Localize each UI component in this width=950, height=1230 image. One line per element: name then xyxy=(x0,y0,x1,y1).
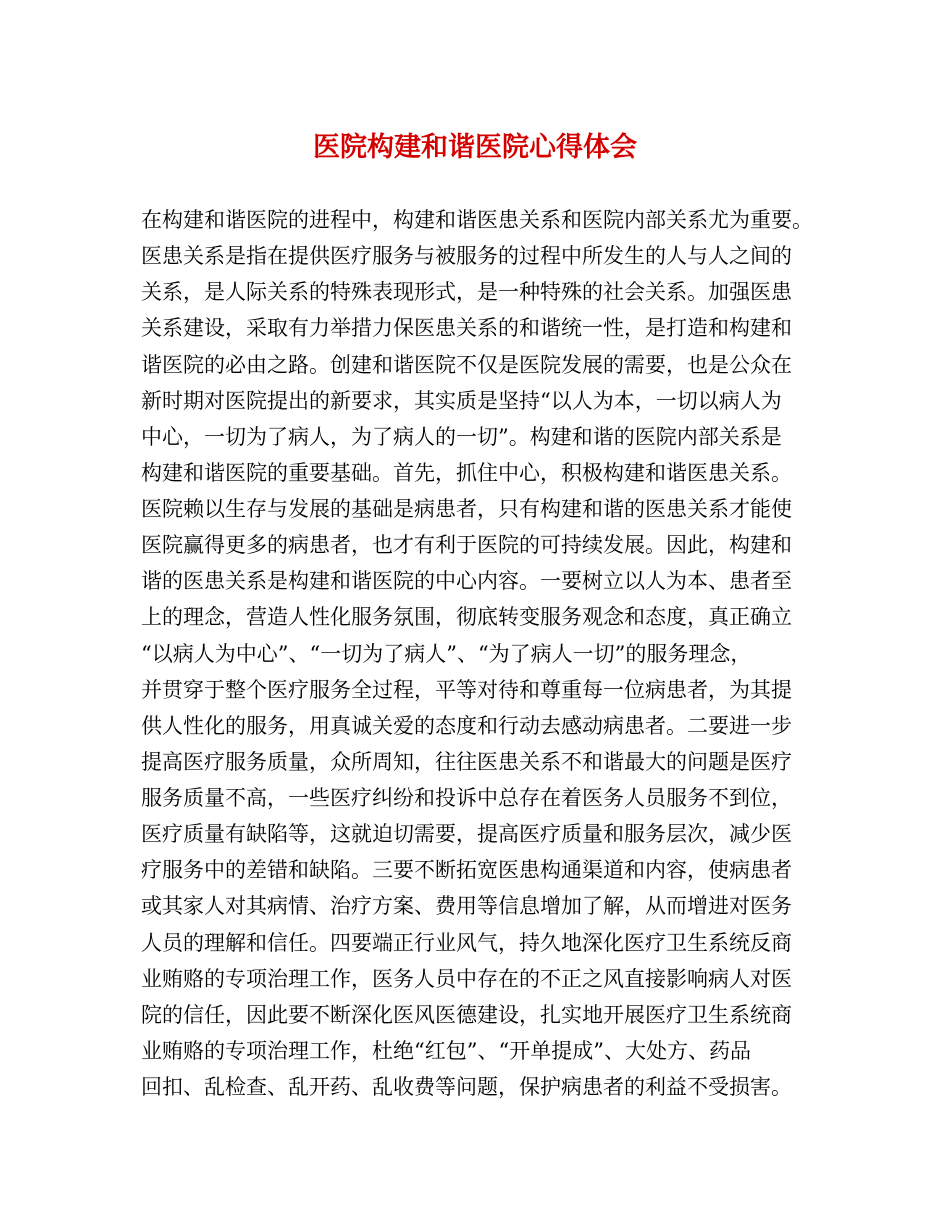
body-line: 提高医疗服务质量，众所周知，往往医患关系不和谐最大的问题是医疗 xyxy=(141,749,792,774)
body-line: 上的理念，营造人性化服务氛围，彻底转变服务观念和态度，真正确立 xyxy=(141,605,792,630)
body-line: 服务质量不高，一些医疗纠纷和投诉中总存在着医务人员服务不到位， xyxy=(141,786,792,810)
body-line: 谐的医患关系是构建和谐医院的中心内容。一要树立以人为本、患者至 xyxy=(141,569,792,594)
body-line: 医疗质量有缺陷等，这就迫切需要，提高医疗质量和服务层次，减少医 xyxy=(141,822,792,847)
document-body xyxy=(141,202,821,1105)
body-line: 院的信任，因此要不断深化医风医德建设，扎实地开展医疗卫生系统商 xyxy=(141,1002,792,1027)
body-line: 中心，一切为了病人，为了病人的一切”。构建和谐的医院内部关系是 xyxy=(141,424,782,449)
body-line: 关系建设，采取有力举措力保医患关系的和谐统一性，是打造和构建和 xyxy=(141,316,792,341)
body-line: 关系，是人际关系的特殊表现形式，是一种特殊的社会关系。加强医患 xyxy=(141,280,792,305)
body-line: 构建和谐医院的重要基础。首先，抓住中心，积极构建和谐医患关系。 xyxy=(141,460,792,485)
body-line: 在构建和谐医院的进程中，构建和谐医患关系和医院内部关系尤为重要。 xyxy=(141,208,813,232)
body-line: 谐医院的必由之路。创建和谐医院不仅是医院发展的需要，也是公众在 xyxy=(141,352,792,377)
body-line: 医院赖以生存与发展的基础是病患者，只有构建和谐的医患关系才能使 xyxy=(141,497,792,521)
body-line: 医患关系是指在提供医疗服务与被服务的过程中所发生的人与人之间的 xyxy=(141,244,792,269)
body-line: 疗服务中的差错和缺陷。三要不断拓宽医患构通渠道和内容，使病患者 xyxy=(141,858,792,883)
body-line: 医院赢得更多的病患者，也才有利于医院的可持续发展。因此，构建和 xyxy=(141,533,792,558)
body-line: 并贯穿于整个医疗服务全过程，平等对待和尊重每一位病患者，为其提 xyxy=(141,677,792,702)
document-title: 医院构建和谐医院心得体会 xyxy=(313,132,637,163)
body-line: 新时期对医院提出的新要求，其实质是坚持“以人为本，一切以病人为 xyxy=(141,388,782,413)
body-line: “以病人为中心”、“一切为了病人”、“为了病人一切”的服务理念， xyxy=(141,641,752,666)
body-line: 业贿赂的专项治理工作，医务人员中存在的不正之风直接影响病人对医 xyxy=(141,966,792,991)
body-line: 回扣、乱检查、乱开药、乱收费等问题，保护病患者的利益不受损害。 xyxy=(141,1075,792,1099)
body-line: 业贿赂的专项治理工作，杜绝“红包”、“开单提成”、大处方、药品 xyxy=(141,1038,751,1063)
body-line: 人员的理解和信任。四要端正行业风气，持久地深化医疗卫生系统反商 xyxy=(141,930,792,955)
body-line: 供人性化的服务，用真诚关爱的态度和行动去感动病患者。二要进一步 xyxy=(141,713,792,738)
body-line: 或其家人对其病情、治疗方案、费用等信息增加了解，从而增进对医务 xyxy=(141,894,792,919)
